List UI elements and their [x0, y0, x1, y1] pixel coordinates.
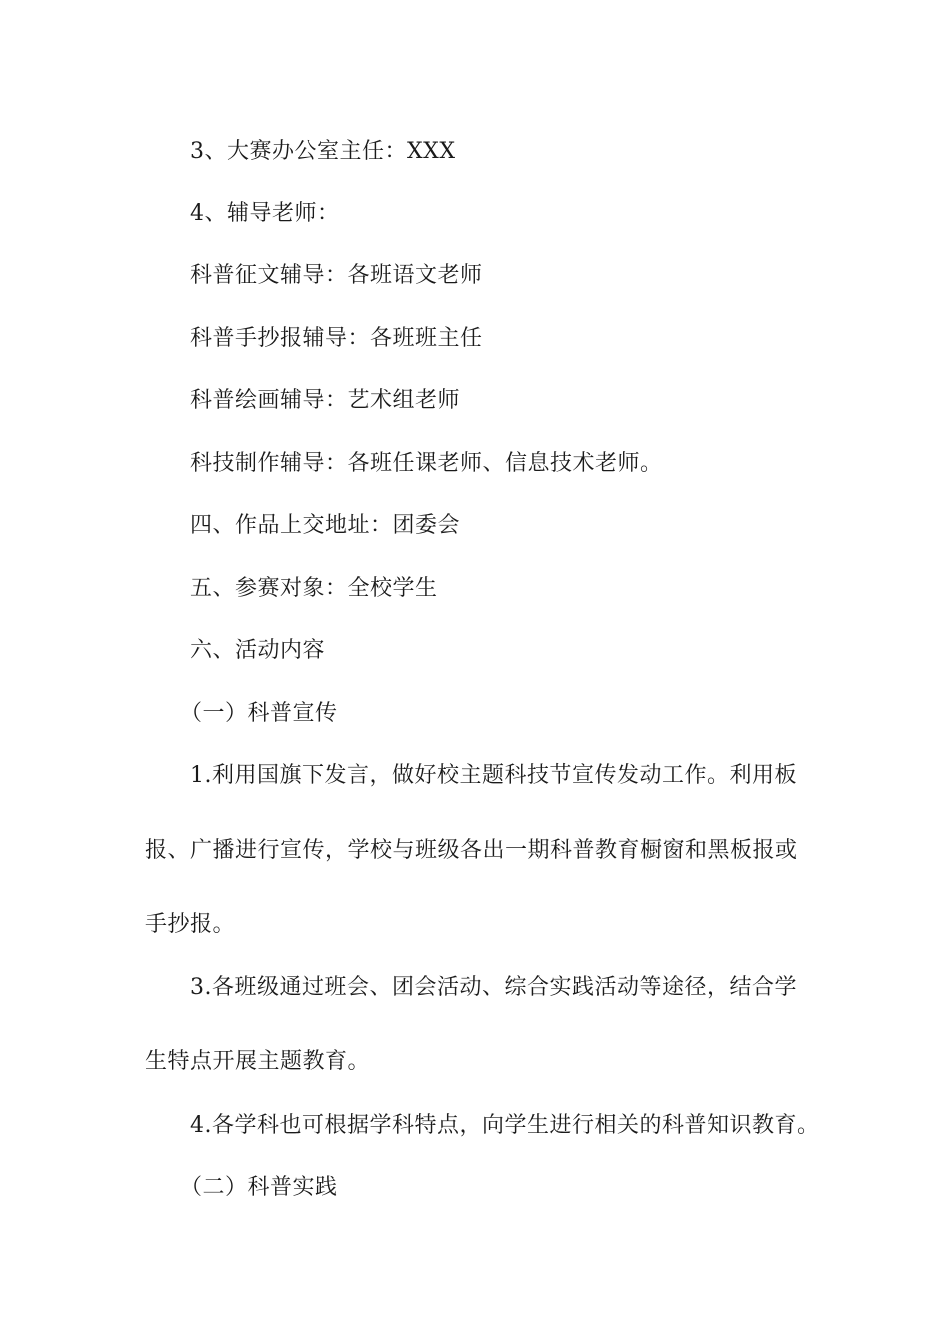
text-line: 4.各学科也可根据学科特点，向学生进行相关的科普知识教育。: [190, 1113, 820, 1138]
text-line: 四、作品上交地址：团委会: [190, 513, 461, 538]
text-line: 手抄报。: [145, 912, 236, 937]
text-line: 科普绘画辅导：艺术组老师: [190, 388, 461, 413]
text-line: 科技制作辅导：各班任课老师、信息技术老师。: [190, 451, 663, 476]
text-line: 科普手抄报辅导：各班班主任: [190, 326, 483, 351]
text-line: 4、辅导老师：: [190, 201, 340, 226]
text-line: （二）科普实践: [180, 1175, 338, 1200]
text-line: 报、广播进行宣传，学校与班级各出一期科普教育橱窗和黑板报或: [145, 838, 798, 863]
text-line: 六、活动内容: [190, 638, 326, 663]
text-line: 1.利用国旗下发言，做好校主题科技节宣传发动工作。利用板: [190, 763, 797, 788]
text-line: 科普征文辅导：各班语文老师: [190, 263, 483, 288]
text-line: 3.各班级通过班会、团会活动、综合实践活动等途径，结合学: [190, 975, 797, 1000]
text-line: 3、大赛办公室主任：XXX: [190, 139, 456, 164]
text-line: 五、参赛对象：全校学生: [190, 576, 438, 601]
text-line: （一）科普宣传: [180, 701, 338, 726]
text-line: 生特点开展主题教育。: [145, 1049, 371, 1074]
